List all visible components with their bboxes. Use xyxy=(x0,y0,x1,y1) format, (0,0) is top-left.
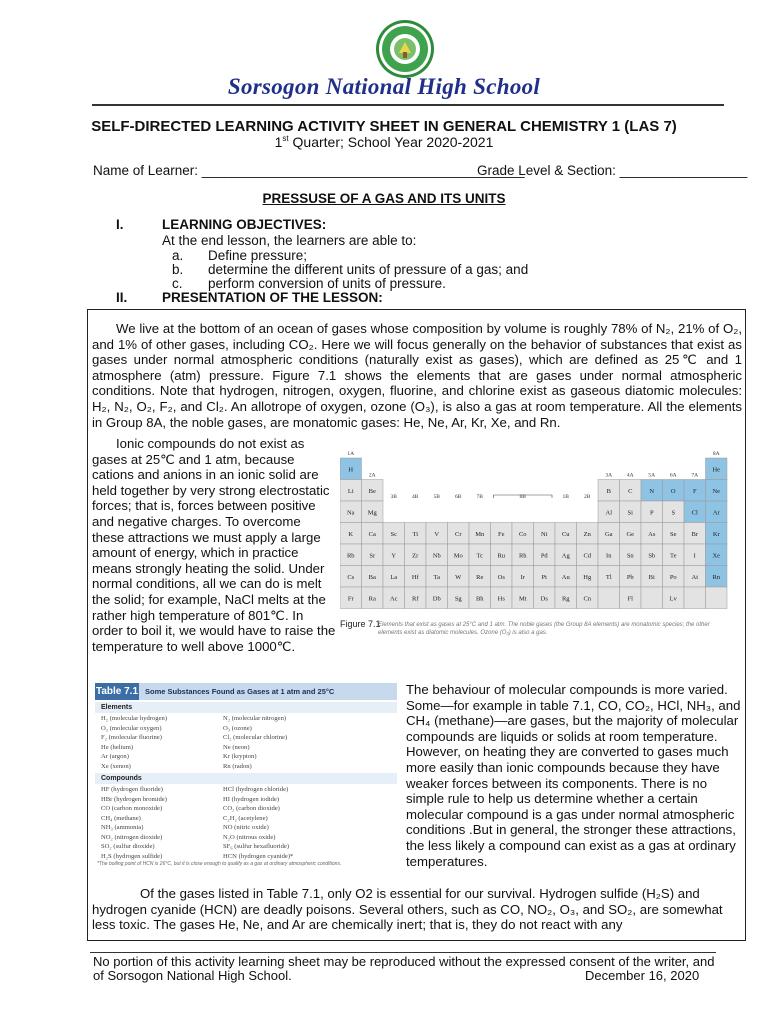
element-symbol-Sg: Sg xyxy=(454,595,462,603)
table-cell: C₂H₂ (acetylene) xyxy=(223,814,268,822)
element-symbol-Te: Te xyxy=(670,552,677,560)
table-cell: H₂ (molecular hydrogen) xyxy=(101,715,168,722)
element-symbol-H: H xyxy=(348,466,354,474)
element-symbol-Si: Si xyxy=(627,509,633,517)
element-symbol-Ta: Ta xyxy=(433,573,440,581)
group-label-4B: 4B xyxy=(412,494,419,500)
table-cell: HCN (hydrogen cyanide)* xyxy=(223,852,294,860)
table-elements-heading: Elements xyxy=(95,702,397,713)
quarter-text: Quarter; School Year 2020-2021 xyxy=(288,134,494,150)
element-symbol-Fr: Fr xyxy=(347,595,354,603)
footer-rule xyxy=(90,952,716,953)
element-symbol-Hs: Hs xyxy=(497,595,505,603)
group-label-5A: 5A xyxy=(648,472,656,479)
presentation-number: II. xyxy=(116,290,128,305)
school-name: Sorsogon National High School xyxy=(227,74,541,99)
table-cell: N₂O (nitrous oxide) xyxy=(223,833,276,841)
objectives-number: I. xyxy=(116,217,124,232)
element-symbol-Os: Os xyxy=(497,573,505,581)
group-label-7A: 7A xyxy=(691,472,699,479)
element-symbol-Tc: Tc xyxy=(476,552,483,560)
group-label-1B: 1B xyxy=(562,494,569,500)
element-symbol-Ni: Ni xyxy=(541,530,548,538)
sheet-title: SELF-DIRECTED LEARNING ACTIVITY SHEET IN GENERAL CHEMISTRY 1 (LAS 7) xyxy=(91,118,677,135)
element-symbol-Po: Po xyxy=(669,573,677,581)
element-symbol-Cs: Cs xyxy=(347,573,355,581)
group-label-2A: 2A xyxy=(368,472,376,479)
element-symbol-Hf: Hf xyxy=(411,573,419,581)
paragraph-toxic-gases: Of the gases listed in Table 7.1, only O2 is essential for our survival. Hydrogen sulfide (H₂S) and hydrogen cyanide (HCN) are deadly poisons. Several others, such as CO, NO₂, O₃, and SO₂, are somewhat less toxic. The gases He, Ne, and Ar are chemically inert; that is, they do not react with any xyxy=(92,886,723,933)
element-symbol-Ga: Ga xyxy=(604,530,613,538)
element-symbol-Bi: Bi xyxy=(648,573,655,581)
element-symbol-Ar: Ar xyxy=(712,509,720,517)
element-symbol-Ds: Ds xyxy=(540,595,548,603)
table-cell: CH₄ (methane) xyxy=(101,814,141,822)
table-cell: NO (nitric oxide) xyxy=(223,824,269,831)
element-symbol-Ac: Ac xyxy=(389,595,398,603)
objectives-intro: At the end lesson, the learners are able to: xyxy=(162,233,417,248)
element-symbol-Bh: Bh xyxy=(475,595,484,603)
table-cell: Xe (xenon) xyxy=(101,762,131,770)
element-symbol-Mn: Mn xyxy=(475,530,485,538)
element-symbol-O: O xyxy=(670,487,676,495)
element-symbol-W: W xyxy=(455,573,462,581)
element-symbol-Pd: Pd xyxy=(540,552,548,560)
table-cell: N₂ (molecular nitrogen) xyxy=(223,715,287,722)
objective-a-text: Define pressure; xyxy=(208,248,308,263)
element-symbol-Sc: Sc xyxy=(390,530,397,538)
element-symbol-Be: Be xyxy=(368,487,376,495)
table-cell: SF₆ (sulfur hexafluoride) xyxy=(223,843,290,850)
group-label-3B: 3B xyxy=(390,494,397,500)
empty-cell xyxy=(598,587,620,609)
footer-notice-line1: No portion of this activity learning sheet may be reproduced without the expressed consent of the writer, and xyxy=(93,954,715,969)
grade-section-field[interactable]: Grade Level & Section: _________________ xyxy=(477,163,748,178)
element-symbol-Pb: Pb xyxy=(626,573,634,581)
table-cell: F₂ (molecular fluorine) xyxy=(101,734,162,741)
periodic-table-figure xyxy=(340,444,728,618)
presentation-heading: PRESENTATION OF THE LESSON: xyxy=(162,290,383,305)
element-symbol-Ti: Ti xyxy=(412,530,419,538)
element-symbol-Li: Li xyxy=(347,487,354,495)
learner-name-field[interactable]: Name of Learner: ___________________________________________ xyxy=(93,163,525,178)
table-cell: H₂S (hydrogen sulfide) xyxy=(101,852,163,860)
element-symbol-Y: Y xyxy=(391,552,397,560)
element-symbol-Zr: Zr xyxy=(412,552,419,560)
element-symbol-Lv: Lv xyxy=(669,595,677,603)
figure-caption: Elements that exist as gases at 25°C and 1 atm. The noble gases (the Group 8A elements) are monatomic species; the other elements exist as diatomic molecules. Ozone (O₃) is also a gas. xyxy=(378,622,710,636)
empty-cell xyxy=(684,587,706,609)
table-number: Table 7.1 xyxy=(95,683,139,700)
table-caption: Some Substances Found as Gases at 1 atm and 25°C xyxy=(145,687,335,696)
table-7-1 xyxy=(95,683,397,875)
group-label-8B: 8B xyxy=(519,494,526,500)
element-symbol-Cu: Cu xyxy=(561,530,570,538)
table-cell: O₂ (molecular oxygen) xyxy=(101,724,162,732)
paragraph-gases-intro: We live at the bottom of an ocean of gases whose composition by volume is roughly 78% of N₂, 21% of O₂, and 1% of other gases, including CO₂. Here we will focus generally on the behavior of substances that exist as gases under normal atmospheric conditions (naturally exist as gases), which are defined as 25℃ and 1 atmosphere (atm) pressure. Figure 7.1 shows the elements that are gases under normal atmospheric conditions. Note that hydrogen, nitrogen, oxygen, fluorine, and chlorine exist as gaseous diatomic molecules: H₂, N₂, O₂, F₂, and Cl₂. An allotrope of oxygen, ozone (O₃), is also a gas at room temperature. All the elements in Group 8A, the noble gases, are monatomic gases: He, Ne, Ar, Kr, Xe, and Rn. xyxy=(92,321,742,430)
group-label-4A: 4A xyxy=(626,472,634,479)
element-symbol-Re: Re xyxy=(476,573,484,581)
element-symbol-Co: Co xyxy=(518,530,527,538)
element-symbol-La: La xyxy=(390,573,398,581)
element-symbol-Rh: Rh xyxy=(518,552,527,560)
table-compounds-heading: Compounds xyxy=(95,773,397,784)
objectives-heading: LEARNING OBJECTIVES: xyxy=(162,217,327,232)
element-symbol-Kr: Kr xyxy=(712,530,720,538)
element-symbol-Mt: Mt xyxy=(518,595,527,603)
element-symbol-Ne: Ne xyxy=(712,487,721,495)
element-symbol-Fe: Fe xyxy=(498,530,505,538)
element-symbol-Db: Db xyxy=(432,595,441,603)
element-symbol-Mg: Mg xyxy=(367,509,377,517)
table-cell: Kr (krypton) xyxy=(223,753,257,760)
element-symbol-Rf: Rf xyxy=(412,595,419,603)
element-symbol-Fl: Fl xyxy=(627,595,633,603)
table-cell: Ar (argon) xyxy=(101,753,129,760)
table-cell: HI (hydrogen iodide) xyxy=(223,795,280,803)
table-cell: Cl₂ (molecular chlorine) xyxy=(223,734,288,741)
table-cell: O₃ (ozone) xyxy=(223,724,252,732)
element-symbol-Cl: Cl xyxy=(691,509,698,517)
element-symbol-Se: Se xyxy=(670,530,677,538)
element-symbol-Tl: Tl xyxy=(605,573,612,581)
element-symbol-Nb: Nb xyxy=(432,552,441,560)
group-label-2B: 2B xyxy=(584,494,591,500)
element-symbol-Pt: Pt xyxy=(541,573,547,581)
element-symbol-B: B xyxy=(606,487,611,495)
element-symbol-Mo: Mo xyxy=(453,552,463,560)
empty-cell xyxy=(641,587,663,609)
element-symbol-Br: Br xyxy=(691,530,698,538)
element-symbol-Sb: Sb xyxy=(648,552,656,560)
element-symbol-V: V xyxy=(434,530,440,538)
element-symbol-Cr: Cr xyxy=(455,530,462,538)
paragraph-molecular-compounds: The behaviour of molecular compounds is more varied. Some—for example in table 7.1, CO, CO₂, HCl, NH₃, and CH₄ (methane)—are gases, but the majority of molecular compounds are liquids or solids at room temperature. However, on heating they are converted to gases much more easily than ionic compounds because they have weaker forces between its components. There is no simple rule to help us determine whether a certain molecular compound is a gas under normal atmospheric conditions .But in general, the stronger these attractions, the less likely a compound can exist as a gas at ordinary temperatures. xyxy=(406,682,741,869)
element-symbol-I: I xyxy=(693,552,696,560)
footer-date: December 16, 2020 xyxy=(585,968,700,983)
element-symbol-Ra: Ra xyxy=(368,595,376,603)
element-symbol-Ba: Ba xyxy=(368,573,376,581)
element-symbol-Ir: Ir xyxy=(520,573,525,581)
element-symbol-Ru: Ru xyxy=(497,552,506,560)
element-symbol-S: S xyxy=(671,509,676,517)
table-cell: Ne (neon) xyxy=(223,743,250,751)
element-symbol-Ag: Ag xyxy=(561,552,570,560)
group-label-8A: 8A xyxy=(712,451,720,457)
element-symbol-C: C xyxy=(628,487,633,495)
quarter-suffix: st xyxy=(282,134,289,143)
table-cell: CO (carbon monoxide) xyxy=(101,805,163,812)
element-symbol-Cd: Cd xyxy=(583,552,592,560)
element-symbol-Ge: Ge xyxy=(626,530,635,538)
element-symbol-Hg: Hg xyxy=(583,573,592,581)
table-footnote: *The boiling point of HCN is 26°C, but it is close enough to qualify as a gas at ordinary atmospheric conditions. xyxy=(97,861,342,867)
school-seal-logo xyxy=(374,18,436,80)
element-symbol-Xe: Xe xyxy=(712,552,721,560)
footer-notice-line2: of Sorsogon National High School. xyxy=(93,968,292,983)
element-symbol-F: F xyxy=(692,487,697,495)
sheet-subtitle xyxy=(0,134,768,150)
element-symbol-P: P xyxy=(649,509,654,517)
table-cell: He (helium) xyxy=(101,743,134,751)
header-rule xyxy=(92,104,724,106)
table-cell: HBr (hydrogen bromide) xyxy=(101,795,167,803)
element-symbol-Na: Na xyxy=(346,509,355,517)
table-cell: NH₃ (ammonia) xyxy=(101,824,144,831)
table-cell: SO₂ (sulfur dioxide) xyxy=(101,843,155,850)
objective-b-letter: b. xyxy=(172,262,184,277)
element-symbol-Cn: Cn xyxy=(583,595,592,603)
element-symbol-Zn: Zn xyxy=(583,530,591,538)
table-cell: CO₂ (carbon dioxide) xyxy=(223,805,280,812)
group-label-3A: 3A xyxy=(605,472,613,479)
group-label-6B: 6B xyxy=(455,494,462,500)
element-symbol-K: K xyxy=(348,530,354,538)
group-label-5B: 5B xyxy=(433,494,440,500)
element-symbol-Sr: Sr xyxy=(369,552,376,560)
element-symbol-Au: Au xyxy=(561,573,570,581)
lesson-title: PRESSUSE OF A GAS AND ITS UNITS xyxy=(262,191,506,206)
table-cell: HCl (hydrogen chloride) xyxy=(223,786,289,793)
element-symbol-He: He xyxy=(712,466,721,474)
objective-c-letter: c. xyxy=(172,276,183,291)
element-symbol-Rn: Rn xyxy=(712,573,721,581)
objective-a-letter: a. xyxy=(172,248,184,263)
objective-c-text: perform conversion of units of pressure. xyxy=(208,276,446,291)
quarter-ordinal: 1 xyxy=(274,134,283,150)
table-cell: HF (hydrogen fluoride) xyxy=(101,786,163,793)
element-symbol-As: As xyxy=(648,530,656,538)
group-label-1A: 1A xyxy=(347,451,355,457)
element-symbol-Al: Al xyxy=(605,509,612,517)
element-symbol-Rb: Rb xyxy=(346,552,355,560)
element-symbol-N: N xyxy=(649,487,655,495)
table-cell: Rn (radon) xyxy=(223,762,252,770)
figure-label: Figure 7.1 xyxy=(340,619,381,629)
element-symbol-In: In xyxy=(606,552,612,560)
table-cell: NO₂ (nitrogen dioxide) xyxy=(101,833,163,841)
element-symbol-Sn: Sn xyxy=(626,552,634,560)
element-symbol-At: At xyxy=(691,573,698,581)
objective-b-text: determine the different units of pressure of a gas; and xyxy=(208,262,529,277)
element-symbol-Ca: Ca xyxy=(368,530,376,538)
element-symbol-Rg: Rg xyxy=(561,595,570,603)
empty-cell xyxy=(706,587,728,609)
paragraph-ionic-compounds: Ionic compounds do not exist as gases at 25℃ and 1 atm, because cations and anions in an ionic solid are held together by very strong electrostatic forces; that is, forces between positive and negative charges. To overcome these attractions we must apply a large amount of energy, which in practice means strongly heating the solid. Under normal conditions, all we can do is melt the solid; for example, NaCl melts at the rather high temperature of 801℃. In order to boil it, we would have to raise the temperature to well above 1000℃. xyxy=(92,436,336,654)
group-label-7B: 7B xyxy=(476,494,483,500)
group-label-6A: 6A xyxy=(669,472,677,479)
